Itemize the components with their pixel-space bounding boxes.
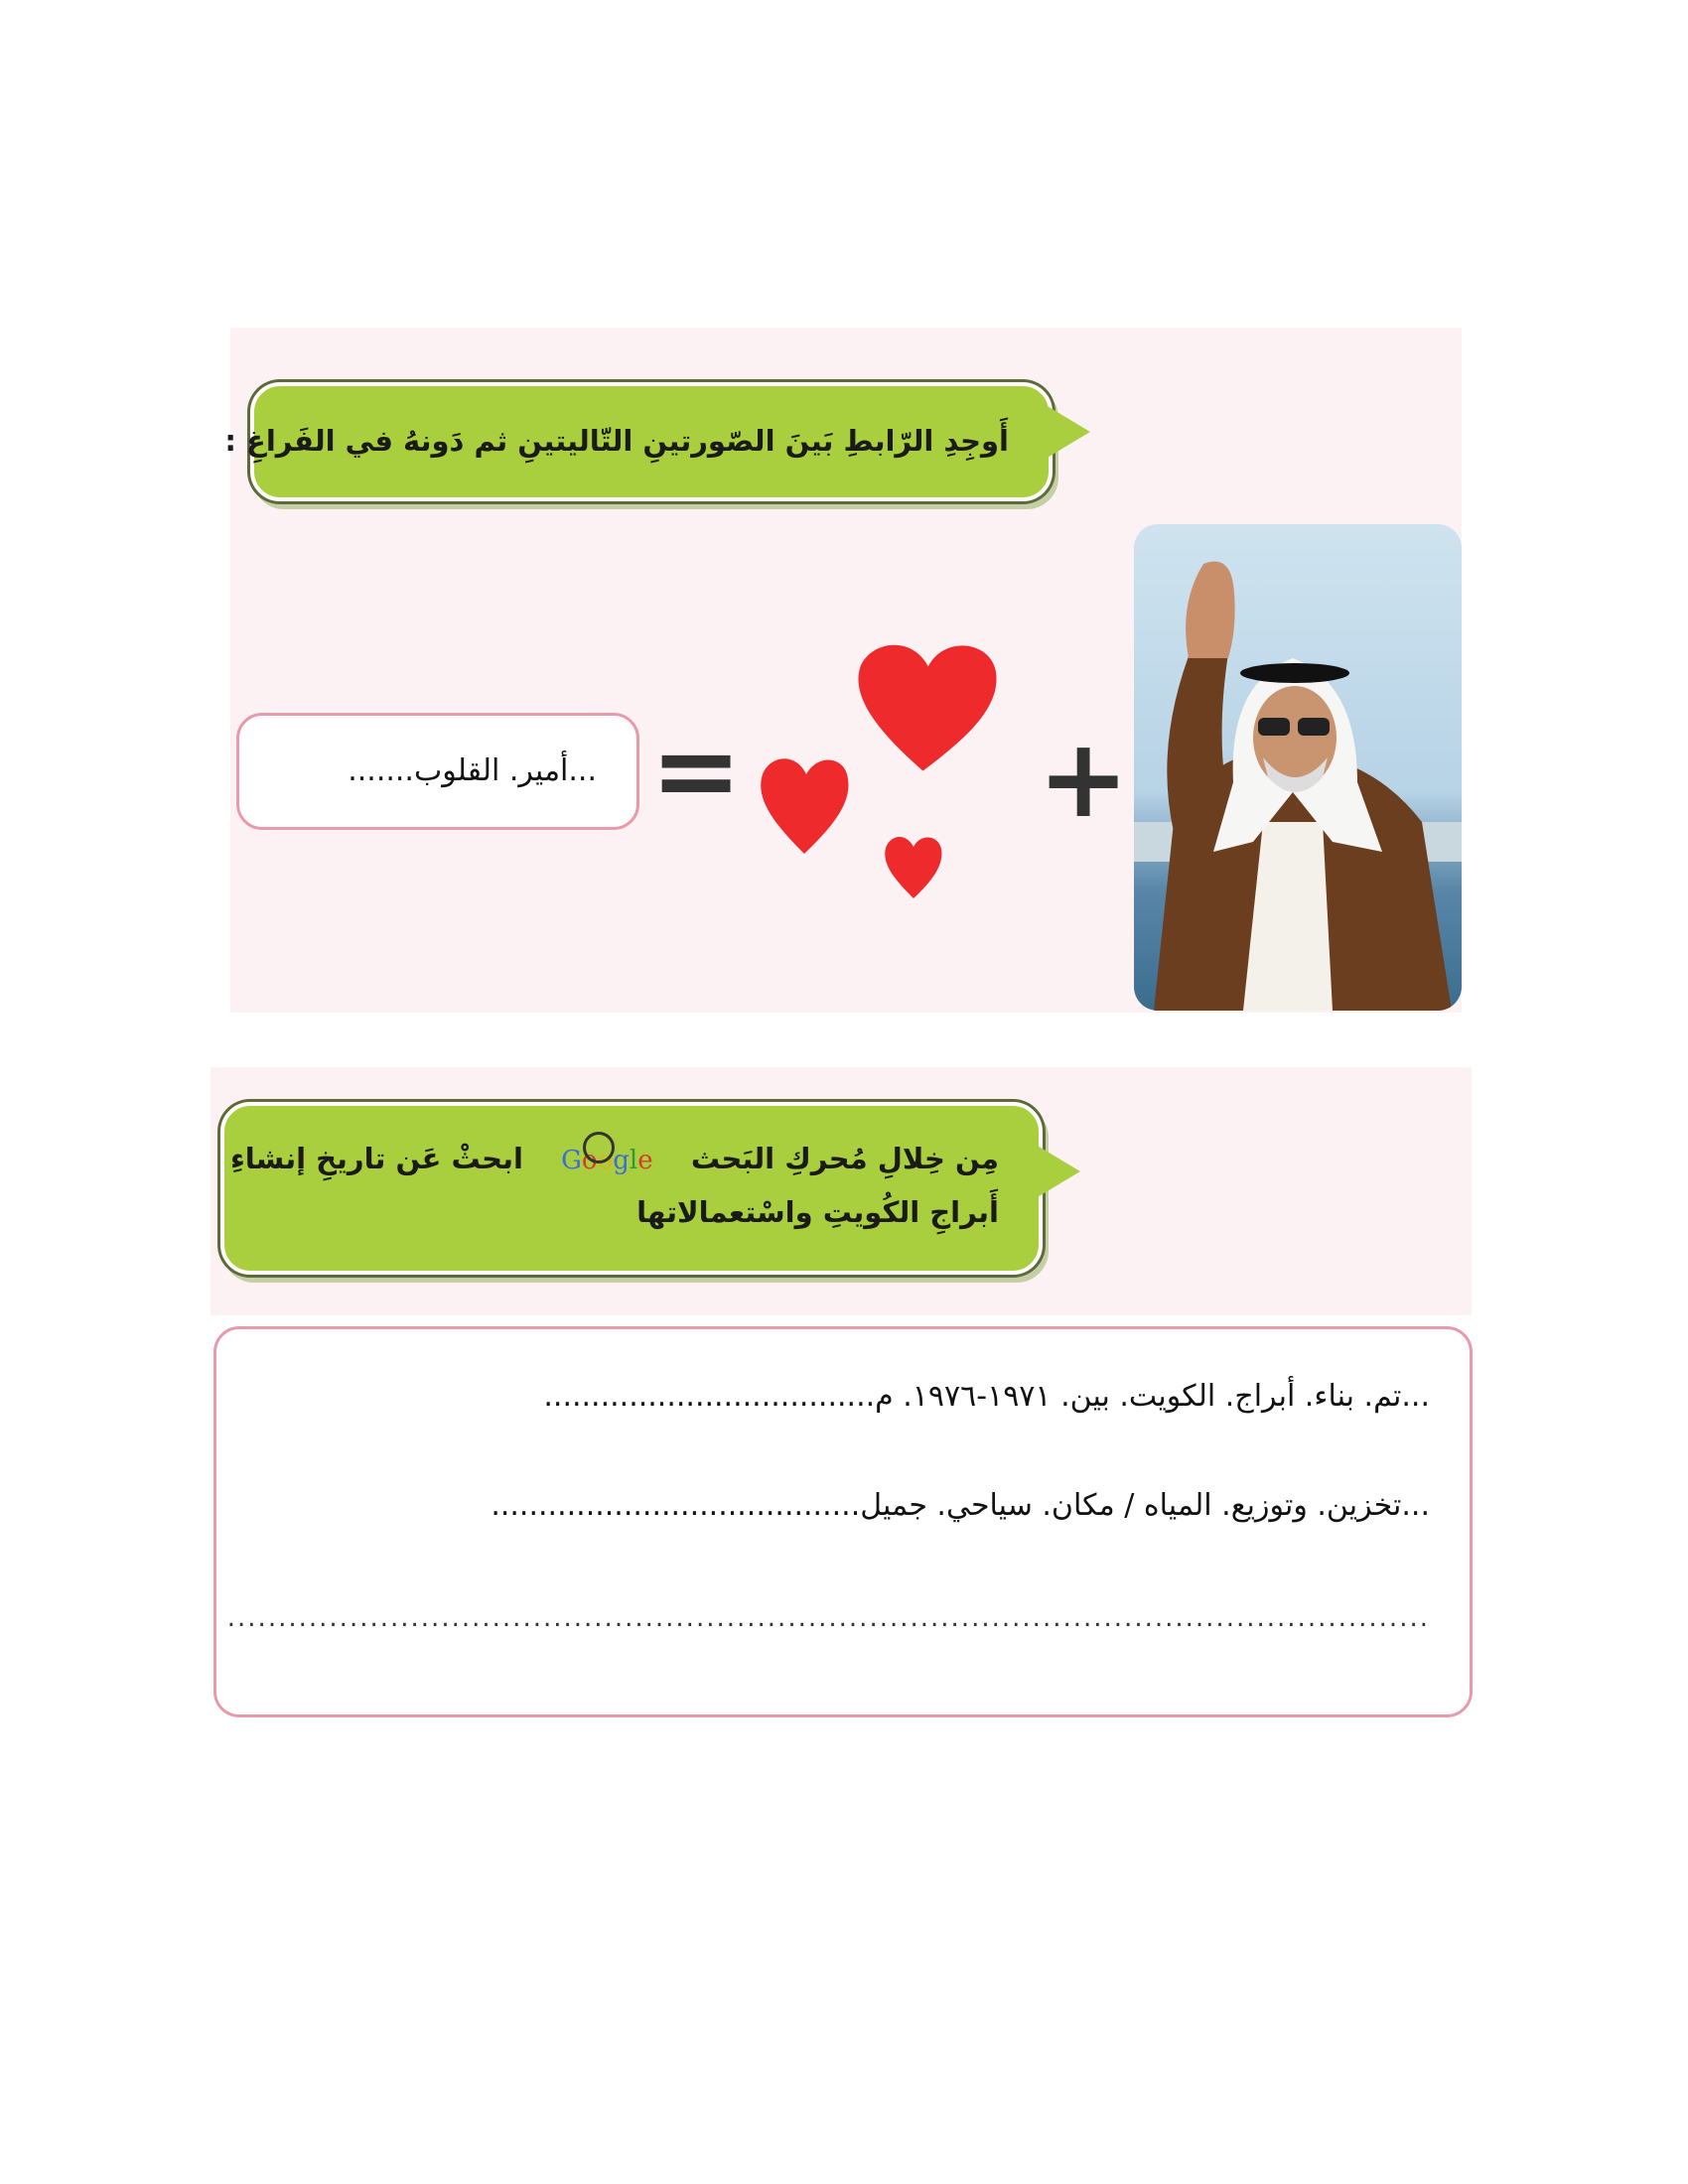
activity-3-answer-box[interactable]	[236, 713, 639, 830]
activity-4-instruction-part-1: مِن خِلالِ مُحركِ البَحث	[690, 1142, 999, 1175]
person-waving-photo	[1134, 524, 1462, 1011]
red-hearts-icon	[735, 635, 1033, 913]
activity-3-instruction-bubble	[224, 382, 1053, 501]
activity-4-answer-line-3: ......................................................................................................................	[226, 1603, 1430, 1633]
activity-4-instruction-bubble	[220, 1102, 1043, 1275]
bubble-tail	[1041, 402, 1090, 462]
bubble-tail	[1031, 1142, 1080, 1201]
activity-4-answer-line-2: ...تخزين. وتوزيع. المياه / مكان. سياحي. جميل.......................................	[491, 1488, 1430, 1523]
plus-sign: +	[1038, 715, 1130, 842]
equals-sign: =	[650, 707, 743, 834]
activity-4-answer-line-1: ...تم. بناء. أبراج. الكويت. بين. ١٩٧١-١٩٧٦. م...................................	[543, 1379, 1430, 1414]
activity-3-instruction: أَوجِدِ الرّابطِ بَينَ الصّورتينِ التّاليتينِ ثم دَونهُ في الفَراغِ :	[224, 424, 1009, 458]
activity-4-instruction-part-2: ابحثْ عَن تاريخِ إنشاءِ	[229, 1142, 523, 1175]
activity-3-answer: ...أمير. القلوب.......	[348, 753, 597, 788]
google-logo: Google	[561, 1136, 652, 1185]
activity-4-answer-box[interactable]	[213, 1326, 1473, 1717]
activity-4-instruction-line-1	[230, 1134, 999, 1185]
magnifier-icon	[583, 1132, 615, 1163]
activity-4-instruction-line-2: أَبراجِ الكُويتِ واسْتعمالاتها	[636, 1195, 999, 1229]
